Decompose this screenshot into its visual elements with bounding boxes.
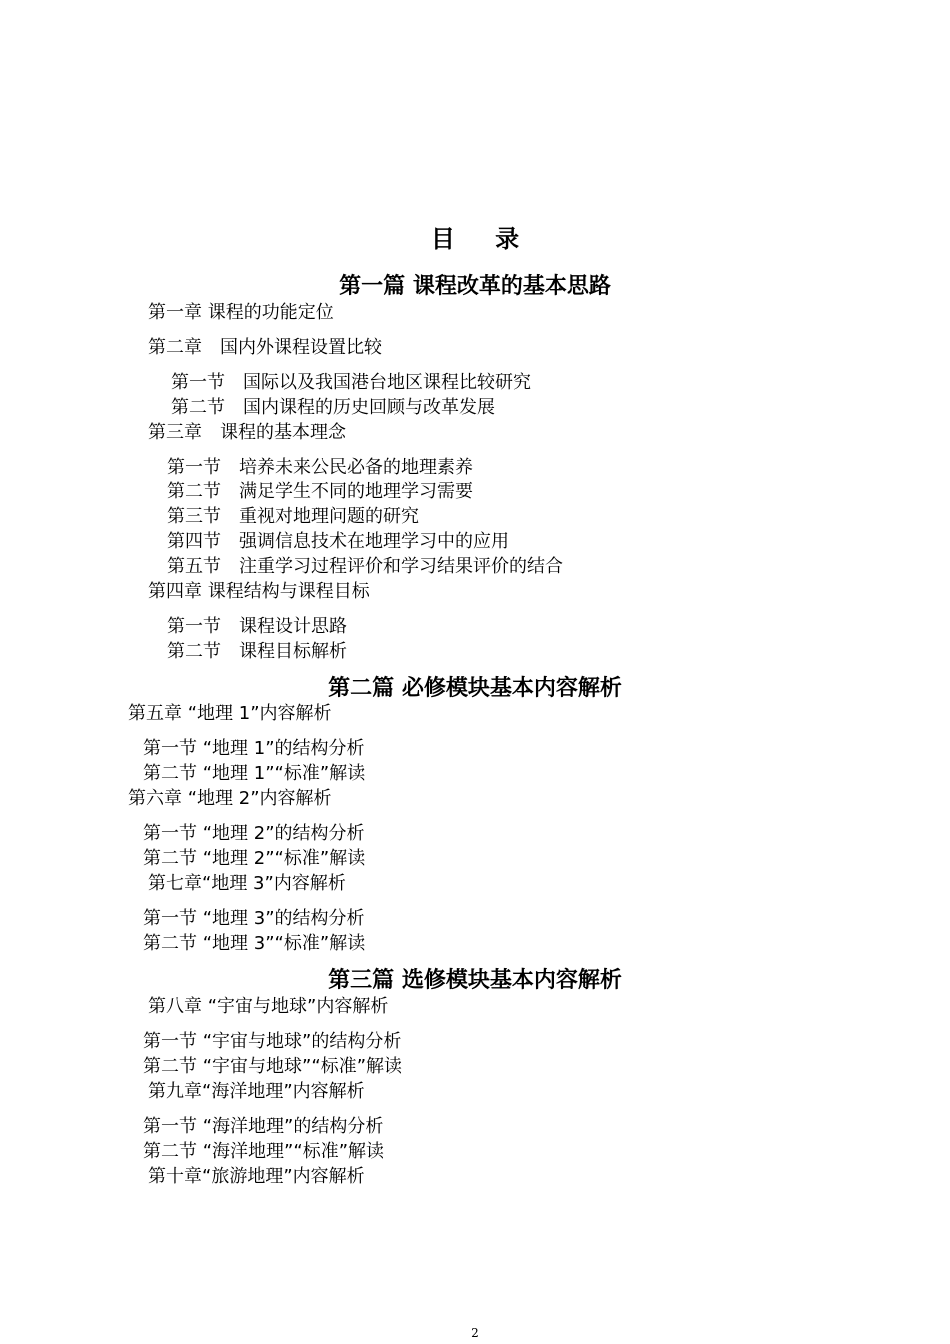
- toc-entry-section: 第二节 “地理 1”“标准”解读: [143, 763, 366, 784]
- toc-entry-section: 第二节 课程目标解析: [167, 641, 347, 662]
- toc-entry-section: 第一节 培养未来公民必备的地理素养: [167, 457, 473, 478]
- toc-entry-section: 第一节 “宇宙与地球”的结构分析: [143, 1031, 402, 1052]
- toc-entry-section: 第二节 “地理 3”“标准”解读: [143, 933, 366, 954]
- toc-entry-section: 第二节 “宇宙与地球”“标准”解读: [143, 1056, 403, 1077]
- toc-entry-section: 第五节 注重学习过程评价和学习结果评价的结合: [167, 556, 563, 577]
- part-heading-3: 第三篇 选修模块基本内容解析: [328, 968, 622, 993]
- toc-entry-chapter-10: 第十章“旅游地理”内容解析: [148, 1166, 365, 1187]
- toc-entry-section: 第二节 满足学生不同的地理学习需要: [167, 481, 473, 502]
- page-number: 2: [471, 1326, 479, 1340]
- toc-entry-chapter-7: 第七章“地理 3”内容解析: [148, 873, 346, 894]
- toc-entry-section: 第一节 课程设计思路: [167, 616, 347, 637]
- toc-entry-section: 第一节 “地理 3”的结构分析: [143, 908, 365, 929]
- part-heading-2: 第二篇 必修模块基本内容解析: [328, 676, 622, 701]
- toc-entry-section: 第一节 “地理 1”的结构分析: [143, 738, 365, 759]
- toc-entry-chapter-4: 第四章 课程结构与课程目标: [148, 581, 370, 602]
- toc-entry-section: 第一节 “海洋地理”的结构分析: [143, 1116, 384, 1137]
- toc-entry-chapter-5: 第五章 “地理 1”内容解析: [128, 703, 332, 724]
- toc-entry-section: 第二节 国内课程的历史回顾与改革发展: [171, 397, 495, 418]
- toc-entry-section: 第二节 “海洋地理”“标准”解读: [143, 1141, 385, 1162]
- toc-entry-chapter-3: 第三章 课程的基本理念: [148, 422, 346, 443]
- toc-entry-section: 第三节 重视对地理问题的研究: [167, 506, 419, 527]
- part-heading-1: 第一篇 课程改革的基本思路: [339, 274, 611, 299]
- toc-entry-chapter-2: 第二章 国内外课程设置比较: [148, 337, 382, 358]
- toc-entry-section: 第一节 “地理 2”的结构分析: [143, 823, 365, 844]
- toc-entry-chapter-8: 第八章 “宇宙与地球”内容解析: [148, 996, 389, 1017]
- toc-entry-chapter-9: 第九章“海洋地理”内容解析: [148, 1081, 365, 1102]
- toc-entry-chapter-1: 第一章 课程的功能定位: [148, 302, 334, 323]
- toc-title: 目 录: [430, 225, 536, 253]
- toc-entry-chapter-6: 第六章 “地理 2”内容解析: [128, 788, 332, 809]
- toc-entry-section: 第四节 强调信息技术在地理学习中的应用: [167, 531, 509, 552]
- toc-entry-section: 第二节 “地理 2”“标准”解读: [143, 848, 366, 869]
- toc-entry-section: 第一节 国际以及我国港台地区课程比较研究: [171, 372, 531, 393]
